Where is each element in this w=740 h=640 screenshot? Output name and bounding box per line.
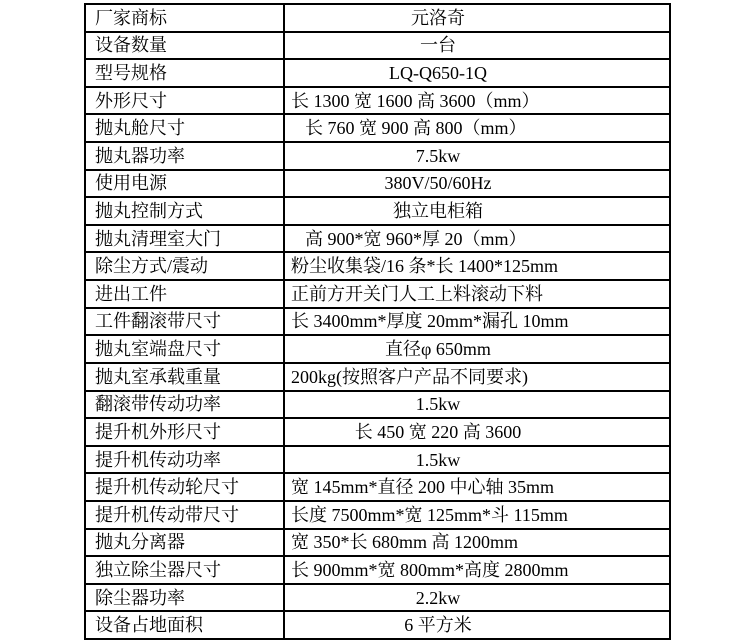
spec-label-cell: 使用电源: [86, 171, 285, 199]
spec-value-cell: 1.5kw: [285, 447, 671, 475]
spec-value-cell: 6 平方米: [285, 612, 671, 640]
spec-value-cell: 200kg(按照客户产品不同要求): [285, 364, 671, 392]
spec-value-cell: LQ-Q650-1Q: [285, 60, 671, 88]
spec-value-cell: 长度 7500mm*宽 125mm*斗 115mm: [285, 502, 671, 530]
spec-value-cell: 1.5kw: [285, 392, 671, 420]
spec-label-cell: 除尘器功率: [86, 585, 285, 613]
spec-label-cell: 抛丸控制方式: [86, 198, 285, 226]
spec-value-cell: 独立电柜箱: [285, 198, 671, 226]
spec-value-cell: 正前方开关门人工上料滚动下料: [285, 281, 671, 309]
spec-label-cell: 抛丸器功率: [86, 143, 285, 171]
spec-value-cell: 2.2kw: [285, 585, 671, 613]
spec-label-cell: 抛丸分离器: [86, 530, 285, 558]
spec-label-cell: 抛丸室承载重量: [86, 364, 285, 392]
spec-value-cell: 元洛奇: [285, 5, 671, 33]
spec-label-cell: 厂家商标: [86, 5, 285, 33]
spec-label-cell: 翻滚带传动功率: [86, 392, 285, 420]
spec-value-cell: 一台: [285, 33, 671, 61]
spec-label-cell: 提升机外形尺寸: [86, 419, 285, 447]
spec-label-cell: 抛丸清理室大门: [86, 226, 285, 254]
spec-label-cell: 提升机传动功率: [86, 447, 285, 475]
spec-label-cell: 设备占地面积: [86, 612, 285, 640]
spec-value-cell: 长 3400mm*厚度 20mm*漏孔 10mm: [285, 309, 671, 337]
spec-value-cell: 粉尘收集袋/16 条*长 1400*125mm: [285, 253, 671, 281]
spec-value-cell: 高 900*宽 960*厚 20（mm）: [285, 226, 671, 254]
spec-value-cell: 380V/50/60Hz: [285, 171, 671, 199]
spec-label-cell: 提升机传动轮尺寸: [86, 474, 285, 502]
spec-label-cell: 型号规格: [86, 60, 285, 88]
spec-label-cell: 提升机传动带尺寸: [86, 502, 285, 530]
spec-label-cell: 进出工件: [86, 281, 285, 309]
spec-value-cell: 长 900mm*宽 800mm*高度 2800mm: [285, 557, 671, 585]
spec-value-cell: 长 760 宽 900 高 800（mm）: [285, 115, 671, 143]
spec-value-cell: 长 1300 宽 1600 高 3600（mm）: [285, 88, 671, 116]
spec-label-cell: 设备数量: [86, 33, 285, 61]
spec-label-cell: 抛丸室端盘尺寸: [86, 336, 285, 364]
spec-value-cell: 直径φ 650mm: [285, 336, 671, 364]
equipment-spec-table: [84, 3, 671, 640]
spec-value-cell: 宽 145mm*直径 200 中心轴 35mm: [285, 474, 671, 502]
spec-value-cell: 宽 350*长 680mm 高 1200mm: [285, 530, 671, 558]
spec-value-cell: 7.5kw: [285, 143, 671, 171]
spec-label-cell: 除尘方式/震动: [86, 253, 285, 281]
spec-label-cell: 独立除尘器尺寸: [86, 557, 285, 585]
spec-value-cell: 长 450 宽 220 高 3600: [285, 419, 671, 447]
spec-label-cell: 外形尺寸: [86, 88, 285, 116]
spec-label-cell: 工件翻滚带尺寸: [86, 309, 285, 337]
spec-label-cell: 抛丸舱尺寸: [86, 115, 285, 143]
